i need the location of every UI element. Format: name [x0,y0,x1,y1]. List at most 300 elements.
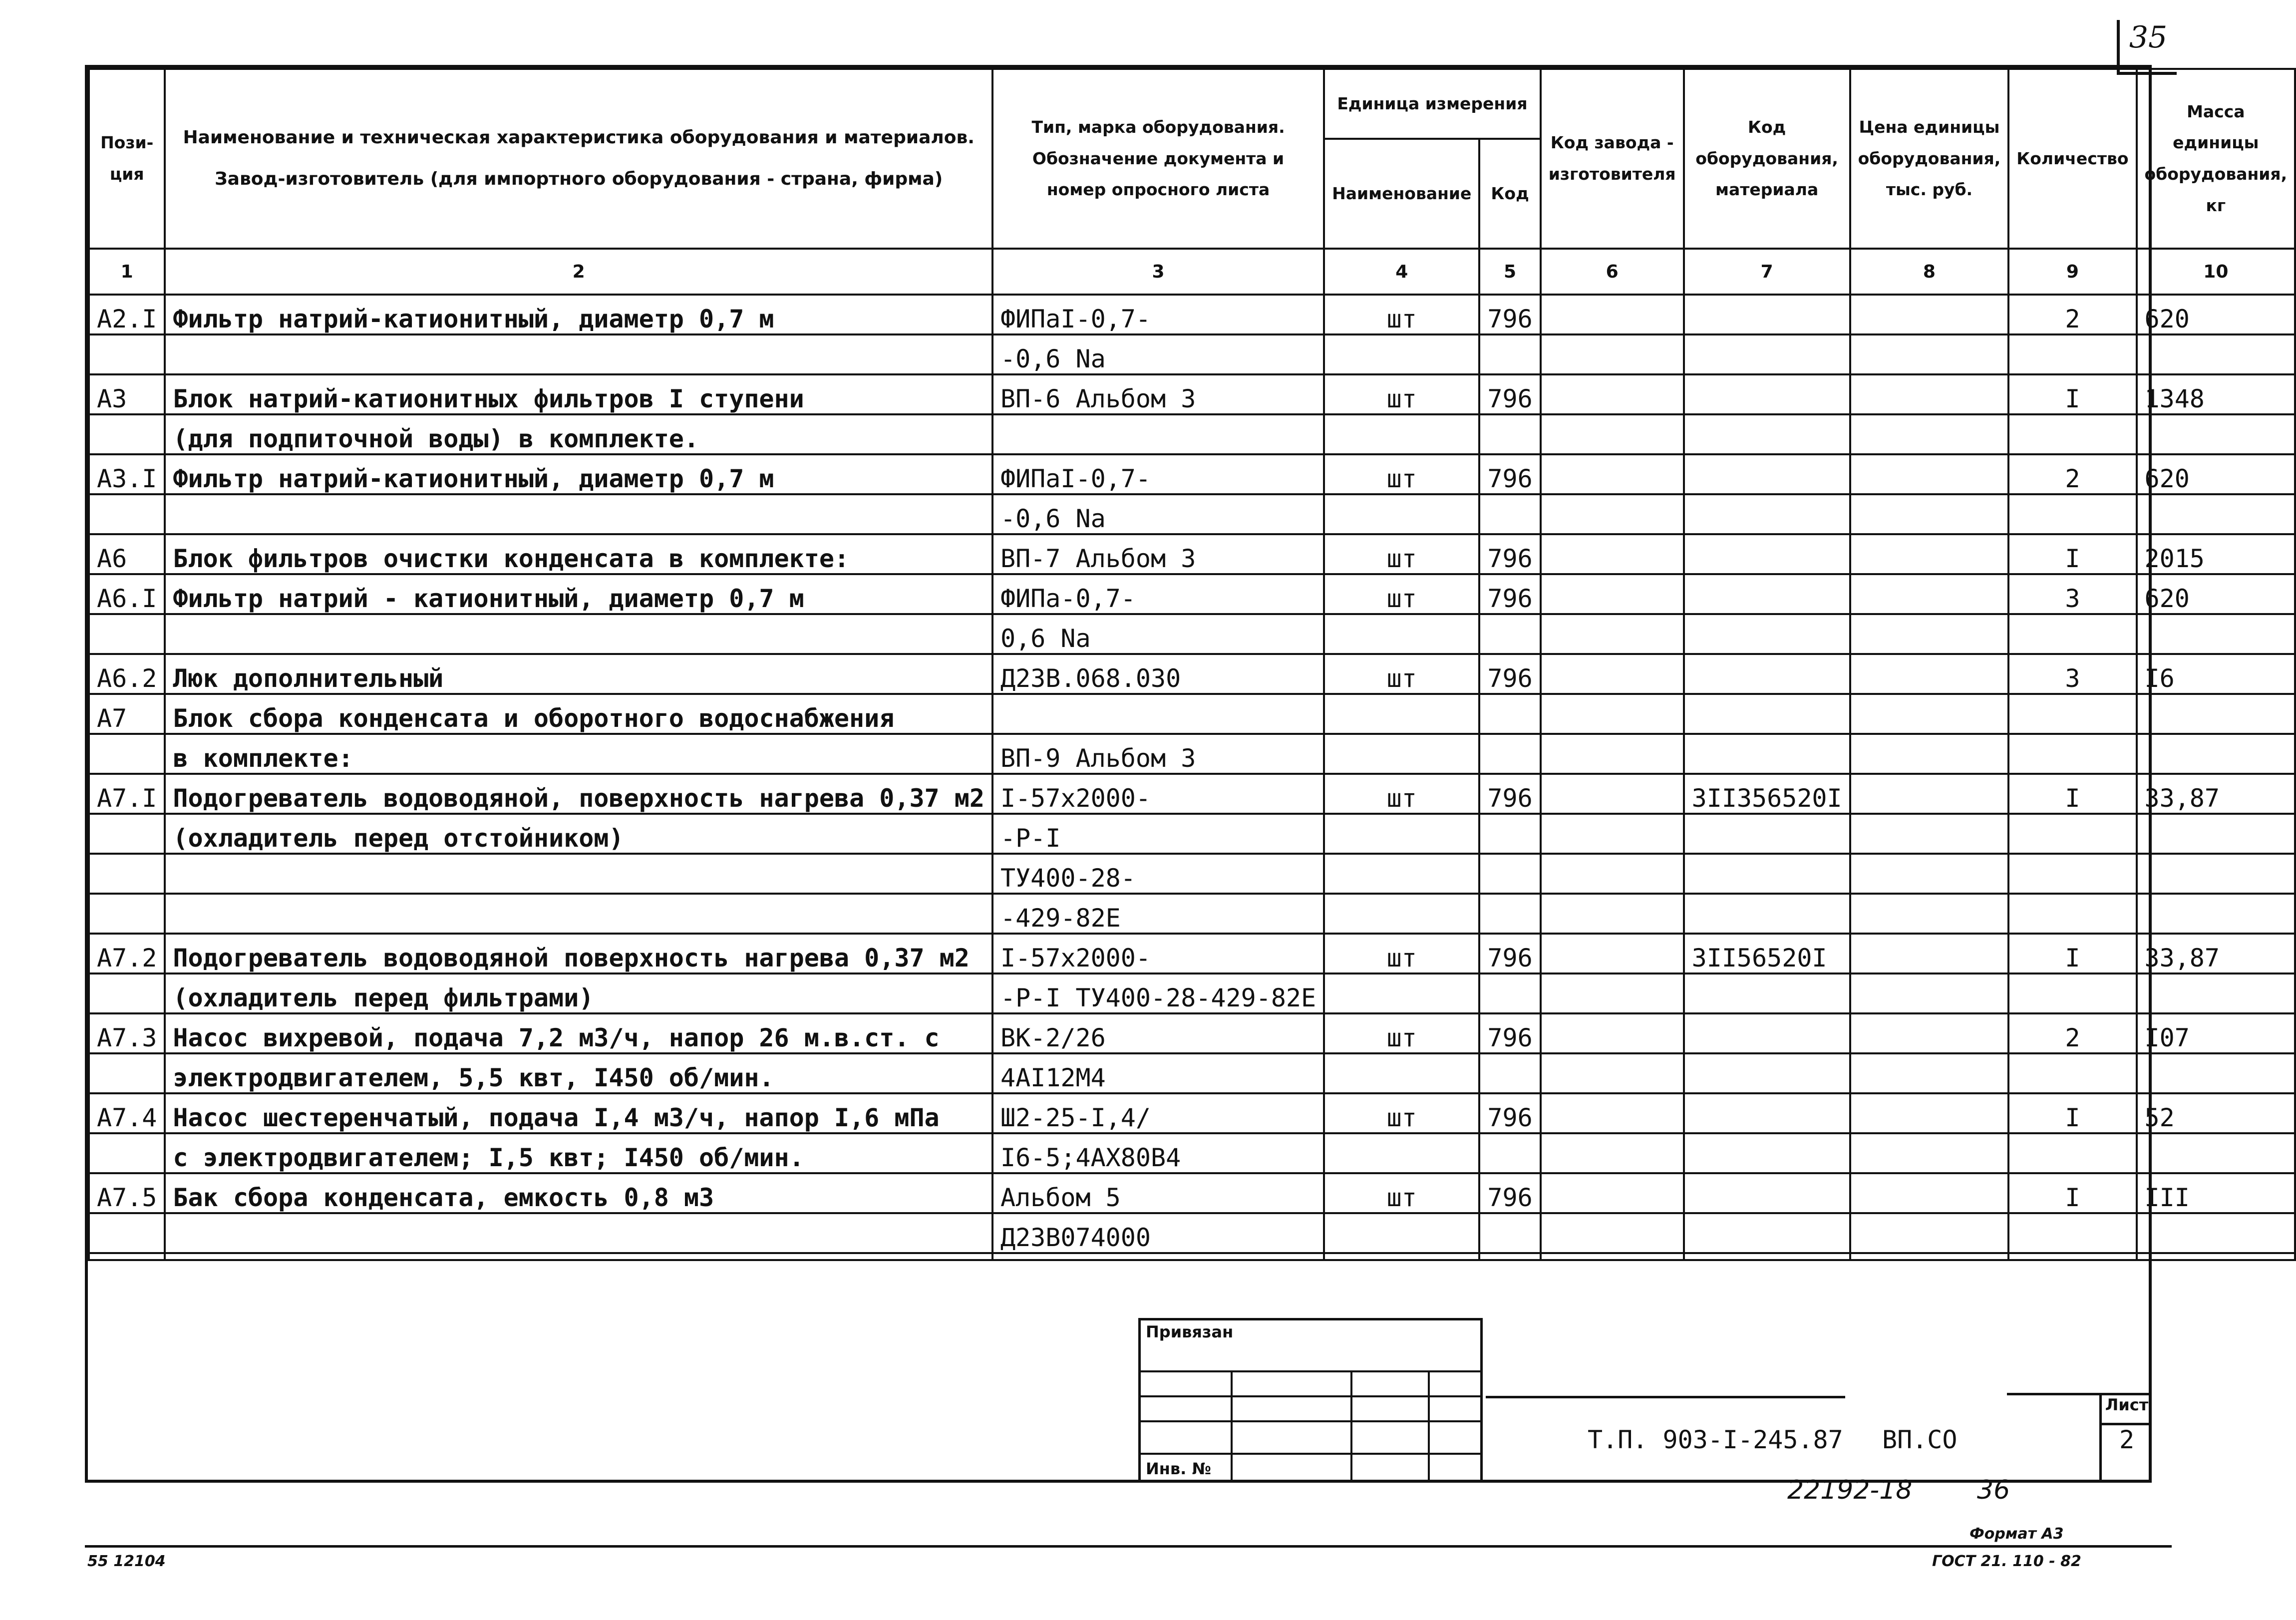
header-position: Пози- ция [89,69,165,249]
cell-type: -0,6 Na [992,334,1324,374]
cell-quantity [2008,1213,2136,1253]
cell-quantity: I [2008,534,2136,574]
cell-price [1850,1173,2009,1213]
column-number: 4 [1324,249,1479,295]
table-row [89,973,2295,1013]
cell-unit-code: 796 [1479,374,1540,414]
cell-mass: 620 [2137,574,2296,614]
cell-position: А7 [89,694,165,734]
sheet-number-cell [2099,1395,2152,1483]
cell-equipment-code [1684,734,1850,774]
table-row [89,1173,2295,1213]
column-number: 9 [2008,249,2136,295]
cell-type: Д23В074000 [992,1213,1324,1253]
cell-equipment-code [1684,973,1850,1013]
column-number: 2 [165,249,992,295]
cell-quantity [2008,1133,2136,1173]
column-number: 5 [1479,249,1540,295]
binding-stamp [1138,1318,1483,1483]
cell-mass [2137,494,2296,534]
column-number: 1 [89,249,165,295]
table-row [89,334,2295,374]
cell-manufacturer-code [1541,295,1684,334]
table-row [89,1213,2295,1253]
cell-manufacturer-code [1541,734,1684,774]
cell-unit-code [1479,1213,1540,1253]
cell-price [1850,734,2009,774]
header-unit-group: Единица измерения [1324,69,1541,139]
cell-type: 4АI12М4 [992,1053,1324,1093]
cell-position [89,854,165,894]
cell-quantity: 2 [2008,295,2136,334]
cell-manufacturer-code [1541,414,1684,454]
cell-quantity [2008,494,2136,534]
cell-equipment-code [1684,654,1850,694]
document-number: Т.П. 903-I-245.87 [1588,1425,1843,1454]
cell-unit [1324,854,1479,894]
cell-manufacturer-code [1541,694,1684,734]
cell-price [1850,494,2009,534]
table-row [89,534,2295,574]
cell-price [1850,973,2009,1013]
cell-unit-code [1479,973,1540,1013]
cell-name [165,1213,992,1253]
cell-unit-code: 796 [1479,1093,1540,1133]
cell-unit-code [1479,894,1540,934]
cell-position [89,414,165,454]
cell-type: ФИПа-0,7- [992,574,1324,614]
cell-mass [2137,734,2296,774]
cell-quantity: I [2008,774,2136,814]
cell-position [89,734,165,774]
cell-mass [2137,1213,2296,1253]
cell-equipment-code: 3II356520I [1684,774,1850,814]
cell-unit: шт [1324,1173,1479,1213]
table-row [89,694,2295,734]
cell-name: электродвигателем, 5,5 квт, I450 об/мин. [165,1053,992,1093]
cell-unit [1324,894,1479,934]
cell-unit-code [1479,494,1540,534]
cell-mass [2137,973,2296,1013]
cell-equipment-code [1684,1173,1850,1213]
cell-equipment-code [1684,494,1850,534]
cell-type: -0,6 Na [992,494,1324,534]
cell-unit: шт [1324,374,1479,414]
header-unit-price: Цена единицы оборудования, тыс. руб. [1850,69,2009,249]
cell-name: Блок фильтров очистки конденсата в комплекте: [165,534,992,574]
cell-position [89,814,165,854]
cell-name [165,614,992,654]
inventory-number-label: Инв. № [1146,1459,1211,1478]
cell-unit: шт [1324,934,1479,973]
cell-equipment-code [1684,1053,1850,1093]
document-suffix: ВП.СО [1882,1425,1958,1454]
cell-quantity [2008,814,2136,854]
table-row [89,494,2295,534]
cell-quantity: I [2008,1173,2136,1213]
table-row [89,814,2295,854]
page-number: 35 [2129,20,2168,55]
cell-price [1850,334,2009,374]
cell-unit-code [1479,614,1540,654]
cell-equipment-code [1684,1013,1850,1053]
sheet-value: 2 [2119,1425,2135,1454]
cell-unit-code [1479,814,1540,854]
header-equipment-code: Код оборудования, материала [1684,69,1850,249]
cell-position: А6 [89,534,165,574]
cell-name [165,854,992,894]
cell-name: в комплекте: [165,734,992,774]
cell-name: Блок сбора конденсата и оборотного водоснабжения [165,694,992,734]
cell-unit: шт [1324,1013,1479,1053]
cell-unit [1324,1133,1479,1173]
cell-mass [2137,414,2296,454]
cell-manufacturer-code [1541,454,1684,494]
cell-type: ВП-7 Альбом 3 [992,534,1324,574]
cell-position: А7.5 [89,1173,165,1213]
cell-type: I-57х2000- [992,934,1324,973]
cell-position [89,334,165,374]
header-unit-mass: Масса единицы оборудования, кг [2137,69,2296,249]
cell-unit-code [1479,1133,1540,1173]
cell-equipment-code [1684,1093,1850,1133]
cell-unit [1324,414,1479,454]
cell-name: с электродвигателем; I,5 квт; I450 об/мин. [165,1133,992,1173]
cell-quantity [2008,1053,2136,1093]
cell-price [1850,814,2009,854]
cell-mass [2137,1053,2296,1093]
cell-price [1850,374,2009,414]
cell-price [1850,454,2009,494]
cell-type: ТУ400-28- [992,854,1324,894]
alternate-page-number: 36 [1977,1475,2010,1505]
cell-unit-code: 796 [1479,454,1540,494]
cell-equipment-code [1684,534,1850,574]
cell-position: А6.2 [89,654,165,694]
cell-quantity [2008,334,2136,374]
cell-mass: I07 [2137,1013,2296,1053]
cell-mass [2137,334,2296,374]
column-number: 8 [1850,249,2009,295]
table-row [89,574,2295,614]
table-row [89,654,2295,694]
cell-equipment-code [1684,814,1850,854]
format-label: Формат А3 [1969,1525,2064,1543]
cell-type: ФИПаI-0,7- [992,454,1324,494]
cell-name: Блок натрий-катионитных фильтров I ступени [165,374,992,414]
cell-price [1850,574,2009,614]
cell-quantity: 2 [2008,1013,2136,1053]
sheet-label: Лист [2102,1395,2152,1425]
table-row [89,374,2295,414]
cell-position: А7.I [89,774,165,814]
cell-name: (охладитель перед фильтрами) [165,973,992,1013]
cell-unit-code: 796 [1479,1173,1540,1213]
cell-unit-code: 796 [1479,1013,1540,1053]
cell-equipment-code: 3II56520I [1684,934,1850,973]
cell-name [165,494,992,534]
cell-position [89,614,165,654]
cell-quantity [2008,973,2136,1013]
table-row [89,1093,2295,1133]
table-row [89,894,2295,934]
cell-type: Д23В.068.030 [992,654,1324,694]
column-number: 10 [2137,249,2296,295]
cell-equipment-code [1684,574,1850,614]
cell-unit-code [1479,854,1540,894]
cell-unit [1324,973,1479,1013]
cell-type [992,414,1324,454]
cell-price [1850,534,2009,574]
cell-unit [1324,334,1479,374]
cell-manufacturer-code [1541,1093,1684,1133]
cell-manufacturer-code [1541,1133,1684,1173]
cell-name [165,894,992,934]
cell-mass [2137,614,2296,654]
cell-name: Насос вихревой, подача 7,2 м3/ч, напор 26 м.в.ст. с [165,1013,992,1053]
cell-type: ВП-6 Альбом 3 [992,374,1324,414]
cell-type: -Р-I ТУ400-28-429-82Е [992,973,1324,1013]
header-unit-name: Наименование [1324,139,1479,249]
cell-mass: 1348 [2137,374,2296,414]
table-row [89,854,2295,894]
cell-position [89,894,165,934]
cell-manufacturer-code [1541,374,1684,414]
cell-unit: шт [1324,654,1479,694]
cell-manufacturer-code [1541,1053,1684,1093]
table-row [89,1013,2295,1053]
header-unit-code: Код [1479,139,1540,249]
cell-type: -429-82Е [992,894,1324,934]
cell-type: -Р-I [992,814,1324,854]
cell-mass: III [2137,1173,2296,1213]
cell-name: Подогреватель водоводяной поверхность нагрева 0,37 м2 [165,934,992,973]
cell-unit-code: 796 [1479,934,1540,973]
cell-price [1850,1093,2009,1133]
cell-price [1850,774,2009,814]
cell-manufacturer-code [1541,534,1684,574]
specification-sheet [85,65,2288,1483]
column-number: 7 [1684,249,1850,295]
cell-name: (для подпиточной воды) в комплекте. [165,414,992,454]
cell-type: ВК-2/26 [992,1013,1324,1053]
header-quantity: Количество [2008,69,2136,249]
cell-mass: 33,87 [2137,774,2296,814]
cell-mass: 2015 [2137,534,2296,574]
cell-type: I-57х2000- [992,774,1324,814]
cell-manufacturer-code [1541,614,1684,654]
cell-quantity [2008,694,2136,734]
table-row [89,734,2295,774]
cell-quantity: 3 [2008,574,2136,614]
cell-name: Фильтр натрий-катионитный, диаметр 0,7 м [165,454,992,494]
cell-price [1850,654,2009,694]
cell-unit-code: 796 [1479,574,1540,614]
cell-unit-code [1479,694,1540,734]
table-row [89,774,2295,814]
cell-equipment-code [1684,614,1850,654]
cell-manufacturer-code [1541,334,1684,374]
cell-type: I6-5;4АХ80В4 [992,1133,1324,1173]
cell-name: Подогреватель водоводяной, поверхность нагрева 0,37 м2 [165,774,992,814]
cell-unit-code [1479,734,1540,774]
table-row [89,414,2295,454]
cell-position: А7.2 [89,934,165,973]
cell-mass [2137,814,2296,854]
cell-mass: 620 [2137,295,2296,334]
table-row [89,454,2295,494]
cell-equipment-code [1684,894,1850,934]
cell-mass [2137,1133,2296,1173]
cell-unit-code [1479,334,1540,374]
table-row [89,295,2295,334]
header-name: Наименование и техническая характеристика оборудования и материалов. Завод-изготовитель (для импортного оборудования - страна, фирма) [165,69,992,249]
cell-price [1850,1133,2009,1173]
cell-name: Бак сбора конденсата, емкость 0,8 м3 [165,1173,992,1213]
footer-code: 55 12104 [87,1553,166,1570]
cell-price [1850,694,2009,734]
cell-equipment-code [1684,334,1850,374]
cell-unit-code: 796 [1479,534,1540,574]
cell-name: Фильтр натрий-катионитный, диаметр 0,7 м [165,295,992,334]
cell-position: А3 [89,374,165,414]
table-row [89,1053,2295,1093]
cell-unit [1324,1053,1479,1093]
cell-position [89,494,165,534]
cell-unit [1324,814,1479,854]
cell-price [1850,894,2009,934]
cell-position: А3.I [89,454,165,494]
cell-manufacturer-code [1541,854,1684,894]
cell-equipment-code [1684,1133,1850,1173]
table-row [89,1133,2295,1173]
cell-quantity: I [2008,1093,2136,1133]
cell-position: А2.I [89,295,165,334]
cell-mass: 52 [2137,1093,2296,1133]
cell-type: Ш2-25-I,4/ [992,1093,1324,1133]
cell-manufacturer-code [1541,934,1684,973]
header-type: Тип, марка оборудования. Обозначение документа и номер опросного листа [992,69,1324,249]
cell-equipment-code [1684,1213,1850,1253]
cell-name: Люк дополнительный [165,654,992,694]
header-manufacturer-code: Код завода - изготовителя [1541,69,1684,249]
cell-unit-code: 796 [1479,654,1540,694]
cell-equipment-code [1684,414,1850,454]
cell-quantity [2008,614,2136,654]
table-row [89,934,2295,973]
cell-unit [1324,494,1479,534]
specification-table [88,68,2296,1261]
cell-manufacturer-code [1541,1013,1684,1053]
cell-manufacturer-code [1541,973,1684,1013]
column-number: 3 [992,249,1324,295]
cell-quantity [2008,894,2136,934]
cell-manufacturer-code [1541,814,1684,854]
cell-manufacturer-code [1541,774,1684,814]
cell-mass [2137,854,2296,894]
cell-price [1850,295,2009,334]
cell-position [89,1213,165,1253]
cell-unit: шт [1324,1093,1479,1133]
cell-type: Альбом 5 [992,1173,1324,1213]
cell-mass: 620 [2137,454,2296,494]
cell-mass: 33,87 [2137,934,2296,973]
cell-position: А7.3 [89,1013,165,1053]
cell-mass [2137,694,2296,734]
cell-price [1850,1213,2009,1253]
cell-unit-code [1479,414,1540,454]
cell-price [1850,614,2009,654]
column-number: 6 [1541,249,1684,295]
cell-unit [1324,734,1479,774]
cell-quantity [2008,854,2136,894]
cell-price [1850,934,2009,973]
cell-unit [1324,694,1479,734]
cell-mass [2137,894,2296,934]
cell-mass: I6 [2137,654,2296,694]
cell-type [992,694,1324,734]
cell-unit [1324,1213,1479,1253]
cell-position [89,973,165,1013]
cell-unit-code: 796 [1479,774,1540,814]
cell-price [1850,854,2009,894]
cell-unit [1324,614,1479,654]
cell-unit: шт [1324,454,1479,494]
cell-unit: шт [1324,295,1479,334]
cell-price [1850,414,2009,454]
cell-unit-code: 796 [1479,295,1540,334]
cell-manufacturer-code [1541,574,1684,614]
cell-manufacturer-code [1541,654,1684,694]
cell-name: (охладитель перед отстойником) [165,814,992,854]
cell-name: Насос шестеренчатый, подача I,4 м3/ч, напор I,6 мПа [165,1093,992,1133]
cell-position [89,1133,165,1173]
cell-type: ВП-9 Альбом 3 [992,734,1324,774]
cell-unit: шт [1324,534,1479,574]
bottom-rule [85,1545,2172,1548]
cell-quantity: I [2008,374,2136,414]
cell-equipment-code [1684,854,1850,894]
cell-position: А6.I [89,574,165,614]
cell-unit: шт [1324,574,1479,614]
cell-price [1850,1053,2009,1093]
cell-manufacturer-code [1541,494,1684,534]
gost-standard: ГОСТ 21. 110 - 82 [1932,1553,2081,1570]
column-numbers-row [89,249,2295,295]
cell-equipment-code [1684,295,1850,334]
cell-position [89,1053,165,1093]
cell-manufacturer-code [1541,1213,1684,1253]
cell-unit-code [1479,1053,1540,1093]
bound-label: Привязан [1146,1322,1234,1341]
cell-type: ФИПаI-0,7- [992,295,1324,334]
cell-position: А7.4 [89,1093,165,1133]
cell-equipment-code [1684,694,1850,734]
cell-quantity [2008,734,2136,774]
specification-rows [89,295,2295,1260]
cell-manufacturer-code [1541,1173,1684,1213]
cell-quantity: 2 [2008,454,2136,494]
cell-name [165,334,992,374]
cell-quantity: I [2008,934,2136,973]
table-row [89,614,2295,654]
cell-type: 0,6 Na [992,614,1324,654]
archive-number: 22192-18 [1787,1475,1913,1505]
cell-equipment-code [1684,374,1850,414]
cell-price [1850,1013,2009,1053]
cell-equipment-code [1684,454,1850,494]
cell-manufacturer-code [1541,894,1684,934]
